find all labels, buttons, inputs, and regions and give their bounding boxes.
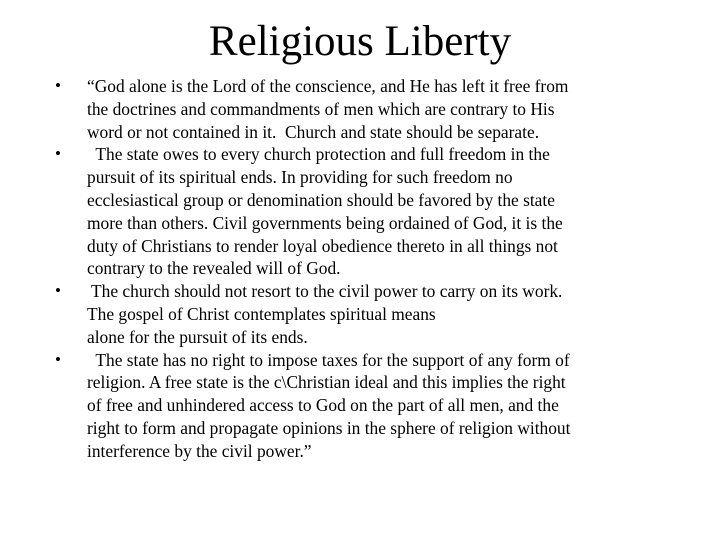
bullet-dot-icon: • (55, 349, 61, 369)
bullet-text-line: The state owes to every church protection and full freedom in the (87, 144, 550, 165)
bullet-text-line: the doctrines and commandments of men which are contrary to His (87, 98, 555, 119)
bullet-text-line: right to form and propagate opinions in the sphere of religion without (87, 417, 571, 438)
bullet-item (0, 280, 720, 348)
bullet-dot-icon: • (55, 76, 61, 95)
slide-title: Religious Liberty (208, 18, 512, 65)
bullet-text-line: ecclesiastical group or denomination should be favored by the state (87, 189, 555, 210)
bullet-text-line: pursuit of its spiritual ends. In providing for such freedom no (87, 167, 513, 188)
bullet-text-line: “God alone is the Lord of the conscience, and He has left it free from (87, 76, 569, 96)
bullet-text-line: duty of Christians to render loyal obedience thereto in all things not (87, 235, 558, 256)
bullet-text-line: religion. A free state is the c\Christian ideal and this implies the right (87, 372, 566, 393)
bullet-list (0, 75, 720, 463)
bullet-text-line: contrary to the revealed will of God. (87, 258, 341, 279)
bullet-text-line: alone for the pursuit of its ends. (87, 326, 308, 347)
bullet-item (0, 143, 720, 280)
bullet-text-line: more than others. Civil governments being ordained of God, it is the (87, 212, 563, 233)
bullet-text-line: The church should not resort to the civil power to carry on its work. (87, 281, 563, 302)
bullet-dot-icon: • (55, 281, 61, 301)
bullet-text-line: The gospel of Christ contemplates spiritual means (87, 303, 436, 324)
bullet-dot-icon: • (55, 144, 61, 164)
bullet-text-line: interference by the civil power.” (87, 440, 312, 461)
bullet-item (0, 75, 720, 143)
bullet-text-line: The state has no right to impose taxes for the support of any form of (87, 349, 570, 370)
bullet-item (0, 349, 720, 463)
bullet-text-line: word or not contained in it. Church and state should be separate. (87, 121, 540, 142)
bullet-text-line: of free and unhindered access to God on the part of all men, and the (87, 395, 559, 416)
